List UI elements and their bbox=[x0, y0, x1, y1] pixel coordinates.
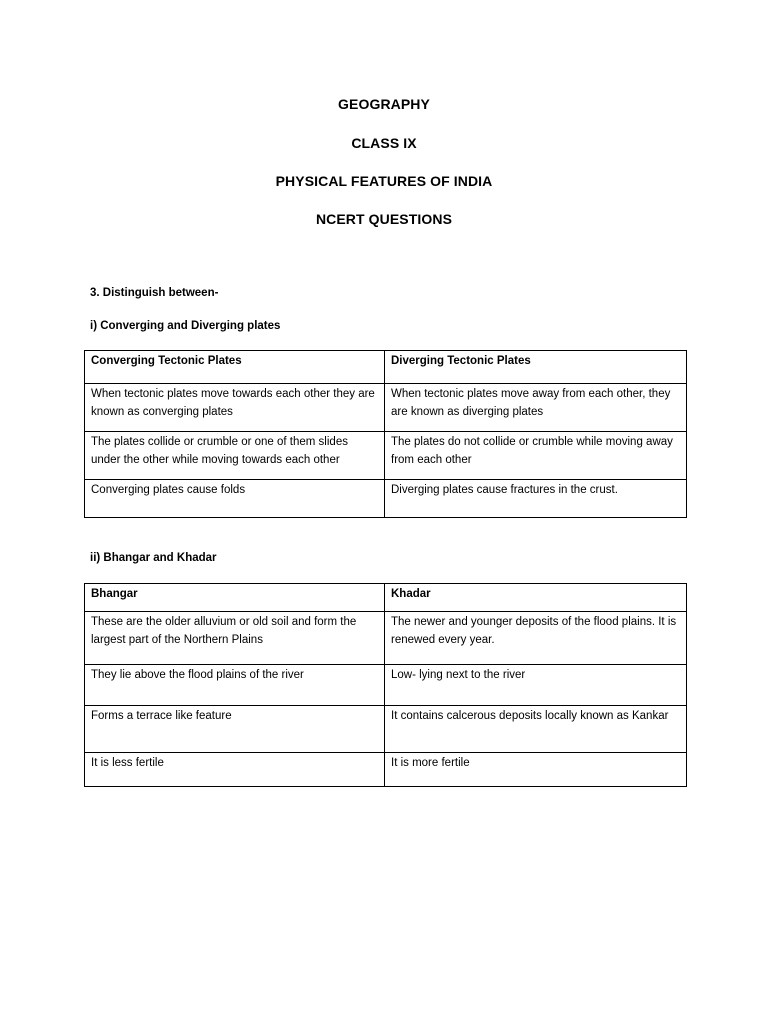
table-row bbox=[85, 480, 687, 518]
table-cell: These are the older alluvium or old soil and form the largest part of the Northern Plains bbox=[85, 612, 385, 665]
table-row bbox=[85, 753, 687, 787]
table-cell: They lie above the flood plains of the river bbox=[85, 665, 385, 706]
table-cell: Low- lying next to the river bbox=[385, 665, 687, 706]
part1-label: i) Converging and Diverging plates bbox=[90, 320, 281, 332]
part2-label: ii) Bhangar and Khadar bbox=[90, 552, 217, 564]
chapter-heading: PHYSICAL FEATURES OF INDIA bbox=[275, 173, 493, 189]
table-row bbox=[85, 384, 687, 432]
table-header-row bbox=[85, 584, 687, 612]
bhangar-khadar-table bbox=[84, 583, 687, 787]
table-header-row bbox=[85, 351, 687, 384]
question-title: 3. Distinguish between- bbox=[90, 287, 219, 299]
table-row bbox=[85, 665, 687, 706]
table-cell: The plates do not collide or crumble while moving away from each other bbox=[385, 432, 687, 480]
table-cell: The plates collide or crumble or one of them slides under the other while moving towards each other bbox=[85, 432, 385, 480]
table-cell: It is more fertile bbox=[385, 753, 687, 787]
table-cell: Diverging plates cause fractures in the crust. bbox=[385, 480, 687, 518]
subject-heading: GEOGRAPHY bbox=[338, 96, 430, 112]
plates-comparison-table bbox=[84, 350, 687, 518]
table-row bbox=[85, 612, 687, 665]
table-cell: Forms a terrace like feature bbox=[85, 706, 385, 753]
table-cell: When tectonic plates move towards each other they are known as converging plates bbox=[85, 384, 385, 432]
header-cell-converging: Converging Tectonic Plates bbox=[85, 351, 385, 384]
class-heading: CLASS IX bbox=[351, 135, 417, 151]
table-cell: Converging plates cause folds bbox=[85, 480, 385, 518]
section-heading: NCERT QUESTIONS bbox=[315, 211, 453, 227]
table-cell: The newer and younger deposits of the flood plains. It is renewed every year. bbox=[385, 612, 687, 665]
header-cell-diverging: Diverging Tectonic Plates bbox=[385, 351, 687, 384]
table-cell: It contains calcerous deposits locally known as Kankar bbox=[385, 706, 687, 753]
table-row bbox=[85, 706, 687, 753]
header-cell-khadar: Khadar bbox=[385, 584, 687, 612]
table-cell: When tectonic plates move away from each other, they are known as diverging plates bbox=[385, 384, 687, 432]
table-cell: It is less fertile bbox=[85, 753, 385, 787]
header-cell-bhangar: Bhangar bbox=[85, 584, 385, 612]
table-row bbox=[85, 432, 687, 480]
